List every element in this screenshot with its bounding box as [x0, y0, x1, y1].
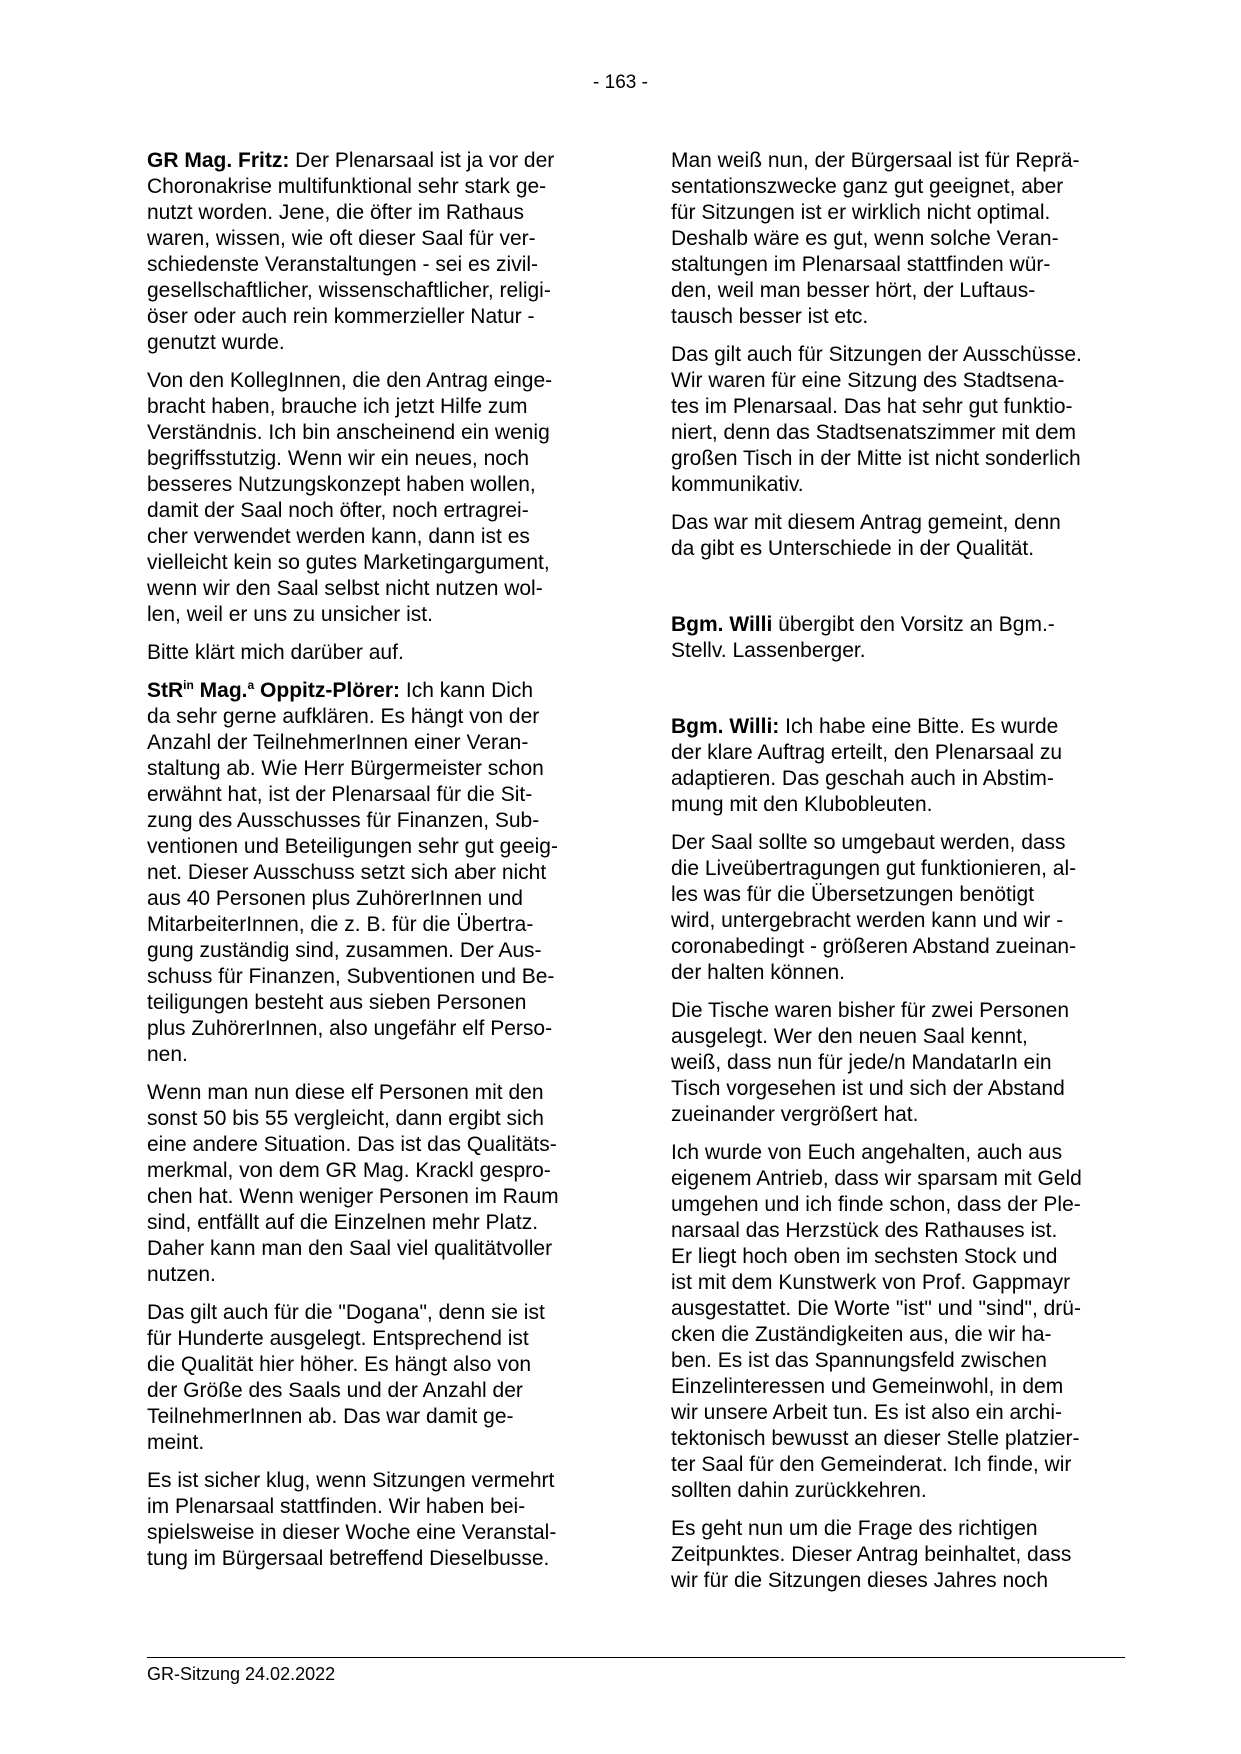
text-line: der Größe des Saals und der Anzahl der	[147, 1379, 523, 1402]
text-line: Es geht nun um die Frage des richtigen	[671, 1517, 1038, 1540]
text-line: öser oder auch rein kommerzieller Natur -	[147, 305, 535, 328]
text-line: adaptieren. Das geschah auch in Abstim-	[671, 767, 1054, 790]
text-line: aus 40 Personen plus ZuhörerInnen und	[147, 887, 523, 910]
footer-divider	[147, 1657, 1125, 1658]
text-line: besseres Nutzungskonzept haben wollen,	[147, 473, 536, 496]
paragraph-fritz	[147, 148, 599, 356]
text-line: Verständnis. Ich bin anscheinend ein wenig	[147, 421, 550, 444]
text-line: der klare Auftrag erteilt, den Plenarsaal zu	[671, 741, 1063, 764]
text-line: ist mit dem Kunstwerk von Prof. Gappmayr	[671, 1271, 1071, 1294]
paragraph	[671, 1516, 1129, 1594]
text-line: spielsweise in dieser Woche eine Veranstal-	[147, 1521, 557, 1544]
text-line: net. Dieser Ausschuss setzt sich aber nicht	[147, 861, 547, 884]
text-line: tes im Plenarsaal. Das hat sehr gut funktio-	[671, 395, 1073, 418]
text-line: nen.	[147, 1043, 188, 1066]
speaker-superscript: a	[247, 678, 255, 692]
paragraph	[147, 1080, 599, 1288]
text-line: im Plenarsaal stattfinden. Wir haben bei-	[147, 1495, 526, 1518]
text-line: Das gilt auch für Sitzungen der Ausschüsse.	[671, 343, 1082, 366]
paragraph	[671, 148, 1129, 330]
text-line: damit der Saal noch öfter, noch ertragrei-	[147, 499, 529, 522]
text-line: Von den KollegInnen, die den Antrag einge-	[147, 369, 553, 392]
paragraph-oppitz-ploerer	[147, 678, 599, 1068]
paragraph	[147, 368, 599, 628]
text-line: wir für die Sitzungen dieses Jahres noch	[671, 1569, 1049, 1592]
paragraph	[147, 640, 599, 666]
text-line: Das war mit diesem Antrag gemeint, denn	[671, 511, 1061, 534]
text-line: mung mit den Klubobleuten.	[671, 793, 933, 816]
paragraph	[147, 1300, 599, 1456]
text-line: gung zuständig sind, zusammen. Der Aus-	[147, 939, 542, 962]
text-line: narsaal das Herzstück des Rathauses ist.	[671, 1219, 1058, 1242]
text-line: Zeitpunktes. Dieser Antrag beinhaltet, dass	[671, 1543, 1072, 1566]
paragraph-chair-handover	[671, 612, 1129, 664]
text-line: großen Tisch in der Mitte ist nicht sonderlich	[671, 447, 1081, 470]
text-line: kommunikativ.	[671, 473, 804, 496]
text-line: Man weiß nun, der Bürgersaal ist für Reprä-	[671, 149, 1080, 172]
text-line: cher verwendet werden kann, dann ist es	[147, 525, 530, 548]
speaker-part: Oppitz-Plörer:	[254, 679, 401, 702]
text-line: den, weil man besser hört, der Luftaus-	[671, 279, 1036, 302]
speaker-label: Bgm. Willi	[671, 613, 773, 636]
text-line: der halten können.	[671, 961, 845, 984]
page-number: - 163 -	[593, 72, 648, 93]
text-line: nutzt worden. Jene, die öfter im Rathaus	[147, 201, 525, 224]
text-line: chen hat. Wenn weniger Personen im Raum	[147, 1185, 559, 1208]
text-line: len, weil er uns zu unsicher ist.	[147, 603, 433, 626]
text-fragment: Ich habe eine Bitte. Es wurde	[779, 715, 1059, 738]
spacer	[671, 574, 1129, 612]
speaker-superscript: in	[183, 678, 194, 692]
text-line: MitarbeiterInnen, die z. B. für die Übertra-	[147, 913, 534, 936]
text-line: coronabedingt - größeren Abstand zueinan-	[671, 935, 1077, 958]
text-line: Einzelinteressen und Gemeinwohl, in dem	[671, 1375, 1064, 1398]
text-line: Er liegt hoch oben im sechsten Stock und	[671, 1245, 1058, 1268]
text-line: sentationszwecke ganz gut geeignet, aber	[671, 175, 1064, 198]
text-line: Stellv. Lassenberger.	[671, 639, 866, 662]
text-line: die Liveübertragungen gut funktionieren, al-	[671, 857, 1077, 880]
text-line: da gibt es Unterschiede in der Qualität.	[671, 537, 1035, 560]
text-line: plus ZuhörerInnen, also ungefähr elf Perso-	[147, 1017, 553, 1040]
footer-session-date: GR-Sitzung 24.02.2022	[147, 1664, 336, 1684]
text-line: eigenem Antrieb, dass wir sparsam mit Geld	[671, 1167, 1082, 1190]
paragraph-willi	[671, 714, 1129, 818]
text-line: Das gilt auch für die "Dogana", denn sie ist	[147, 1301, 545, 1324]
text-line: die Qualität hier höher. Es hängt also von	[147, 1353, 532, 1376]
text-line: genutzt wurde.	[147, 331, 285, 354]
text-line: gesellschaftlicher, wissenschaftlicher, religi-	[147, 279, 551, 302]
text-line: begriffsstutzig. Wenn wir ein neues, noch	[147, 447, 530, 470]
text-line: meint.	[147, 1431, 205, 1454]
text-line: teiligungen besteht aus sieben Personen	[147, 991, 527, 1014]
left-column	[147, 148, 599, 1584]
paragraph	[671, 342, 1129, 498]
text-line: merkmal, von dem GR Mag. Krackl gespro-	[147, 1159, 551, 1182]
text-line: Es ist sicher klug, wenn Sitzungen vermehrt	[147, 1469, 555, 1492]
text-line: Daher kann man den Saal viel qualitätvoller	[147, 1237, 553, 1260]
text-line: tektonisch bewusst an dieser Stelle platzier-	[671, 1427, 1080, 1450]
text-line: erwähnt hat, ist der Plenarsaal für die Sit-	[147, 783, 533, 806]
text-line: waren, wissen, wie oft dieser Saal für ver-	[147, 227, 536, 250]
text-line: schiedenste Veranstaltungen - sei es zivil-	[147, 253, 539, 276]
text-line: wird, untergebracht werden kann und wir -	[671, 909, 1064, 932]
paragraph	[671, 510, 1129, 562]
speaker-part: Mag.	[193, 679, 248, 702]
text-line: vielleicht kein so gutes Marketingargument,	[147, 551, 550, 574]
text-line: tausch besser ist etc.	[671, 305, 869, 328]
text-fragment: Ich kann Dich	[400, 679, 534, 702]
right-column	[671, 148, 1129, 1606]
text-line: staltung ab. Wie Herr Bürgermeister schon	[147, 757, 544, 780]
text-line: zueinander vergrößert hat.	[671, 1103, 919, 1126]
text-line: cken die Zuständigkeiten aus, die wir ha-	[671, 1323, 1052, 1346]
text-line: Ich wurde von Euch angehalten, auch aus	[671, 1141, 1063, 1164]
text-line: schuss für Finanzen, Subventionen und Be-	[147, 965, 555, 988]
paragraph	[147, 1468, 599, 1572]
speaker-label	[147, 679, 400, 702]
text-line	[671, 612, 1129, 638]
text-line: für Hunderte ausgelegt. Entsprechend ist	[147, 1327, 529, 1350]
speaker-label: GR Mag. Fritz:	[147, 149, 290, 172]
text-line: ventionen und Beteiligungen sehr gut geeig-	[147, 835, 558, 858]
text-line: nutzen.	[147, 1263, 216, 1286]
text-line: Bitte klärt mich darüber auf.	[147, 641, 404, 664]
text-line: eine andere Situation. Das ist das Qualitäts-	[147, 1133, 557, 1156]
text-line: les was für die Übersetzungen benötigt	[671, 883, 1035, 906]
text-line: tung im Bürgersaal betreffend Dieselbusse.	[147, 1547, 550, 1570]
text-line: Der Saal sollte so umgebaut werden, dass	[671, 831, 1066, 854]
text-line: ausgelegt. Wer den neuen Saal kennt,	[671, 1025, 1028, 1048]
text-line: Wir waren für eine Sitzung des Stadtsena-	[671, 369, 1065, 392]
text-line: umgehen und ich finde schon, dass der Ple-	[671, 1193, 1081, 1216]
text-line: sollten dahin zurückkehren.	[671, 1479, 927, 1502]
text-line: Tisch vorgesehen ist und sich der Abstand	[671, 1077, 1065, 1100]
text-line: ben. Es ist das Spannungsfeld zwischen	[671, 1349, 1047, 1372]
paragraph	[671, 998, 1129, 1128]
text-line	[147, 148, 599, 174]
paragraph	[671, 1140, 1129, 1504]
text-line: wenn wir den Saal selbst nicht nutzen wol-	[147, 577, 543, 600]
text-fragment: übergibt den Vorsitz an Bgm.-	[772, 613, 1055, 636]
paragraph	[671, 830, 1129, 986]
text-line: niert, denn das Stadtsenatszimmer mit dem	[671, 421, 1077, 444]
text-line: weiß, dass nun für jede/n MandatarIn ein	[671, 1051, 1052, 1074]
text-line: Choronakrise multifunktional sehr stark ge-	[147, 175, 547, 198]
text-line	[671, 714, 1129, 740]
text-line: da sehr gerne aufklären. Es hängt von der	[147, 705, 540, 728]
text-line: Wenn man nun diese elf Personen mit den	[147, 1081, 544, 1104]
text-line: TeilnehmerInnen ab. Das war damit ge-	[147, 1405, 514, 1428]
text-line: Deshalb wäre es gut, wenn solche Veran-	[671, 227, 1059, 250]
text-line: bracht haben, brauche ich jetzt Hilfe zum	[147, 395, 528, 418]
text-line: für Sitzungen ist er wirklich nicht optimal.	[671, 201, 1051, 224]
text-line	[147, 678, 599, 704]
text-line: staltungen im Plenarsaal stattfinden wür-	[671, 253, 1051, 276]
text-fragment: Der Plenarsaal ist ja vor der	[289, 149, 555, 172]
spacer	[671, 676, 1129, 714]
text-line: zung des Ausschusses für Finanzen, Sub-	[147, 809, 540, 832]
text-line: ausgestattet. Die Worte "ist" und "sind", drü-	[671, 1297, 1081, 1320]
text-line: sind, entfällt auf die Einzelnen mehr Platz.	[147, 1211, 539, 1234]
text-line: Anzahl der TeilnehmerInnen einer Veran-	[147, 731, 529, 754]
text-line: sonst 50 bis 55 vergleicht, dann ergibt sich	[147, 1107, 544, 1130]
text-line: wir unsere Arbeit tun. Es ist also ein archi-	[671, 1401, 1063, 1424]
text-line: ter Saal für den Gemeinderat. Ich finde, wir	[671, 1453, 1072, 1476]
speaker-label: Bgm. Willi:	[671, 715, 780, 738]
text-line: Die Tische waren bisher für zwei Personen	[671, 999, 1070, 1022]
speaker-part: StR	[147, 679, 184, 702]
